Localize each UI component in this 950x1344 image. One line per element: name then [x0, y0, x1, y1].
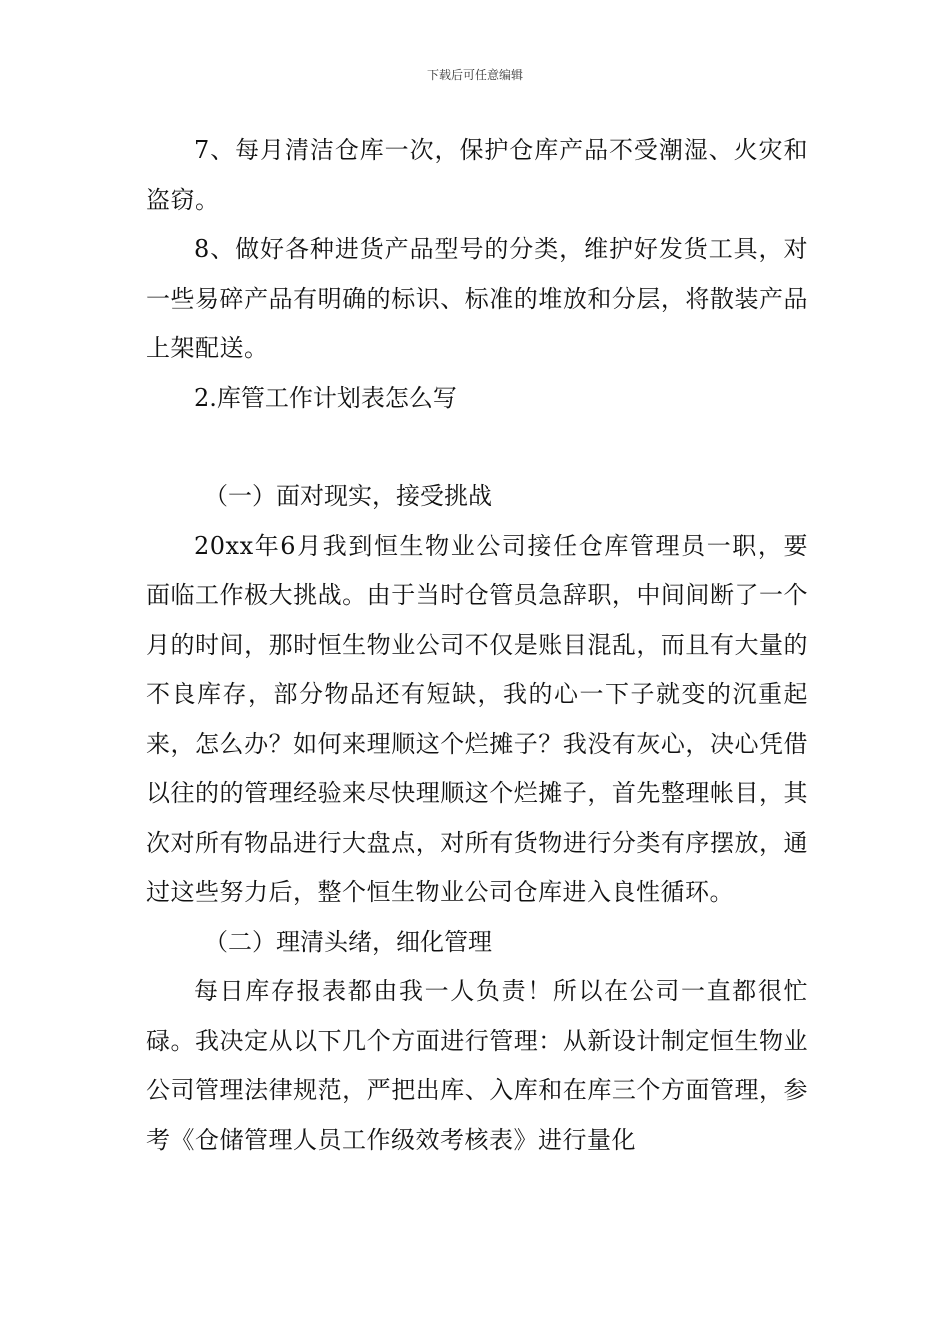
- subheading-two: （二）理清头绪，细化管理: [204, 927, 492, 956]
- blank-line: [146, 423, 808, 472]
- paragraph-item-8: 8、做好各种进货产品型号的分类，维护好发货工具，对一些易碎产品有明确的标识、标准的堆放和分层，将散装产品上架配送。: [146, 235, 808, 362]
- paragraph-management: 每日库存报表都由我一人负责！所以在公司一直都很忙碌。我决定从以下几个方面进行管理：从新设计制定恒生物业公司管理法律规范，严把出库、入库和在库三个方面管理，参考《仓储管理人员工作级效考核表》进行量化: [146, 977, 808, 1154]
- section-heading: 2.库管工作计划表怎么写: [194, 383, 457, 412]
- subheading-one: （一）面对现实，接受挑战: [204, 482, 492, 510]
- paragraph-challenge: 20xx年6月我到恒生物业公司接任仓库管理员一职，要面临工作极大挑战。由于当时仓管员急辞职，中间间断了一个月的时间，那时恒生物业公司不仅是账目混乱，而且有大量的不良库存，部分物品还有短缺，我的心一下子就变的沉重起来，怎么办？如何来理顺这个烂摊子？我没有灰心，决心凭借以往的的管理经验来尽快理顺这个烂摊子，首先整理帐目，其次对所有物品进行大盘点，对所有货物进行分类有序摆放，通过这些努力后，整个恒生物业公司仓库进入良性循环。: [146, 531, 808, 906]
- paragraph-item-7: 7、每月清洁仓库一次，保护仓库产品不受潮湿、火灾和盗窃。: [146, 136, 808, 214]
- document-body: [146, 126, 808, 1165]
- page-header-note: 下载后可任意编辑: [426, 68, 523, 82]
